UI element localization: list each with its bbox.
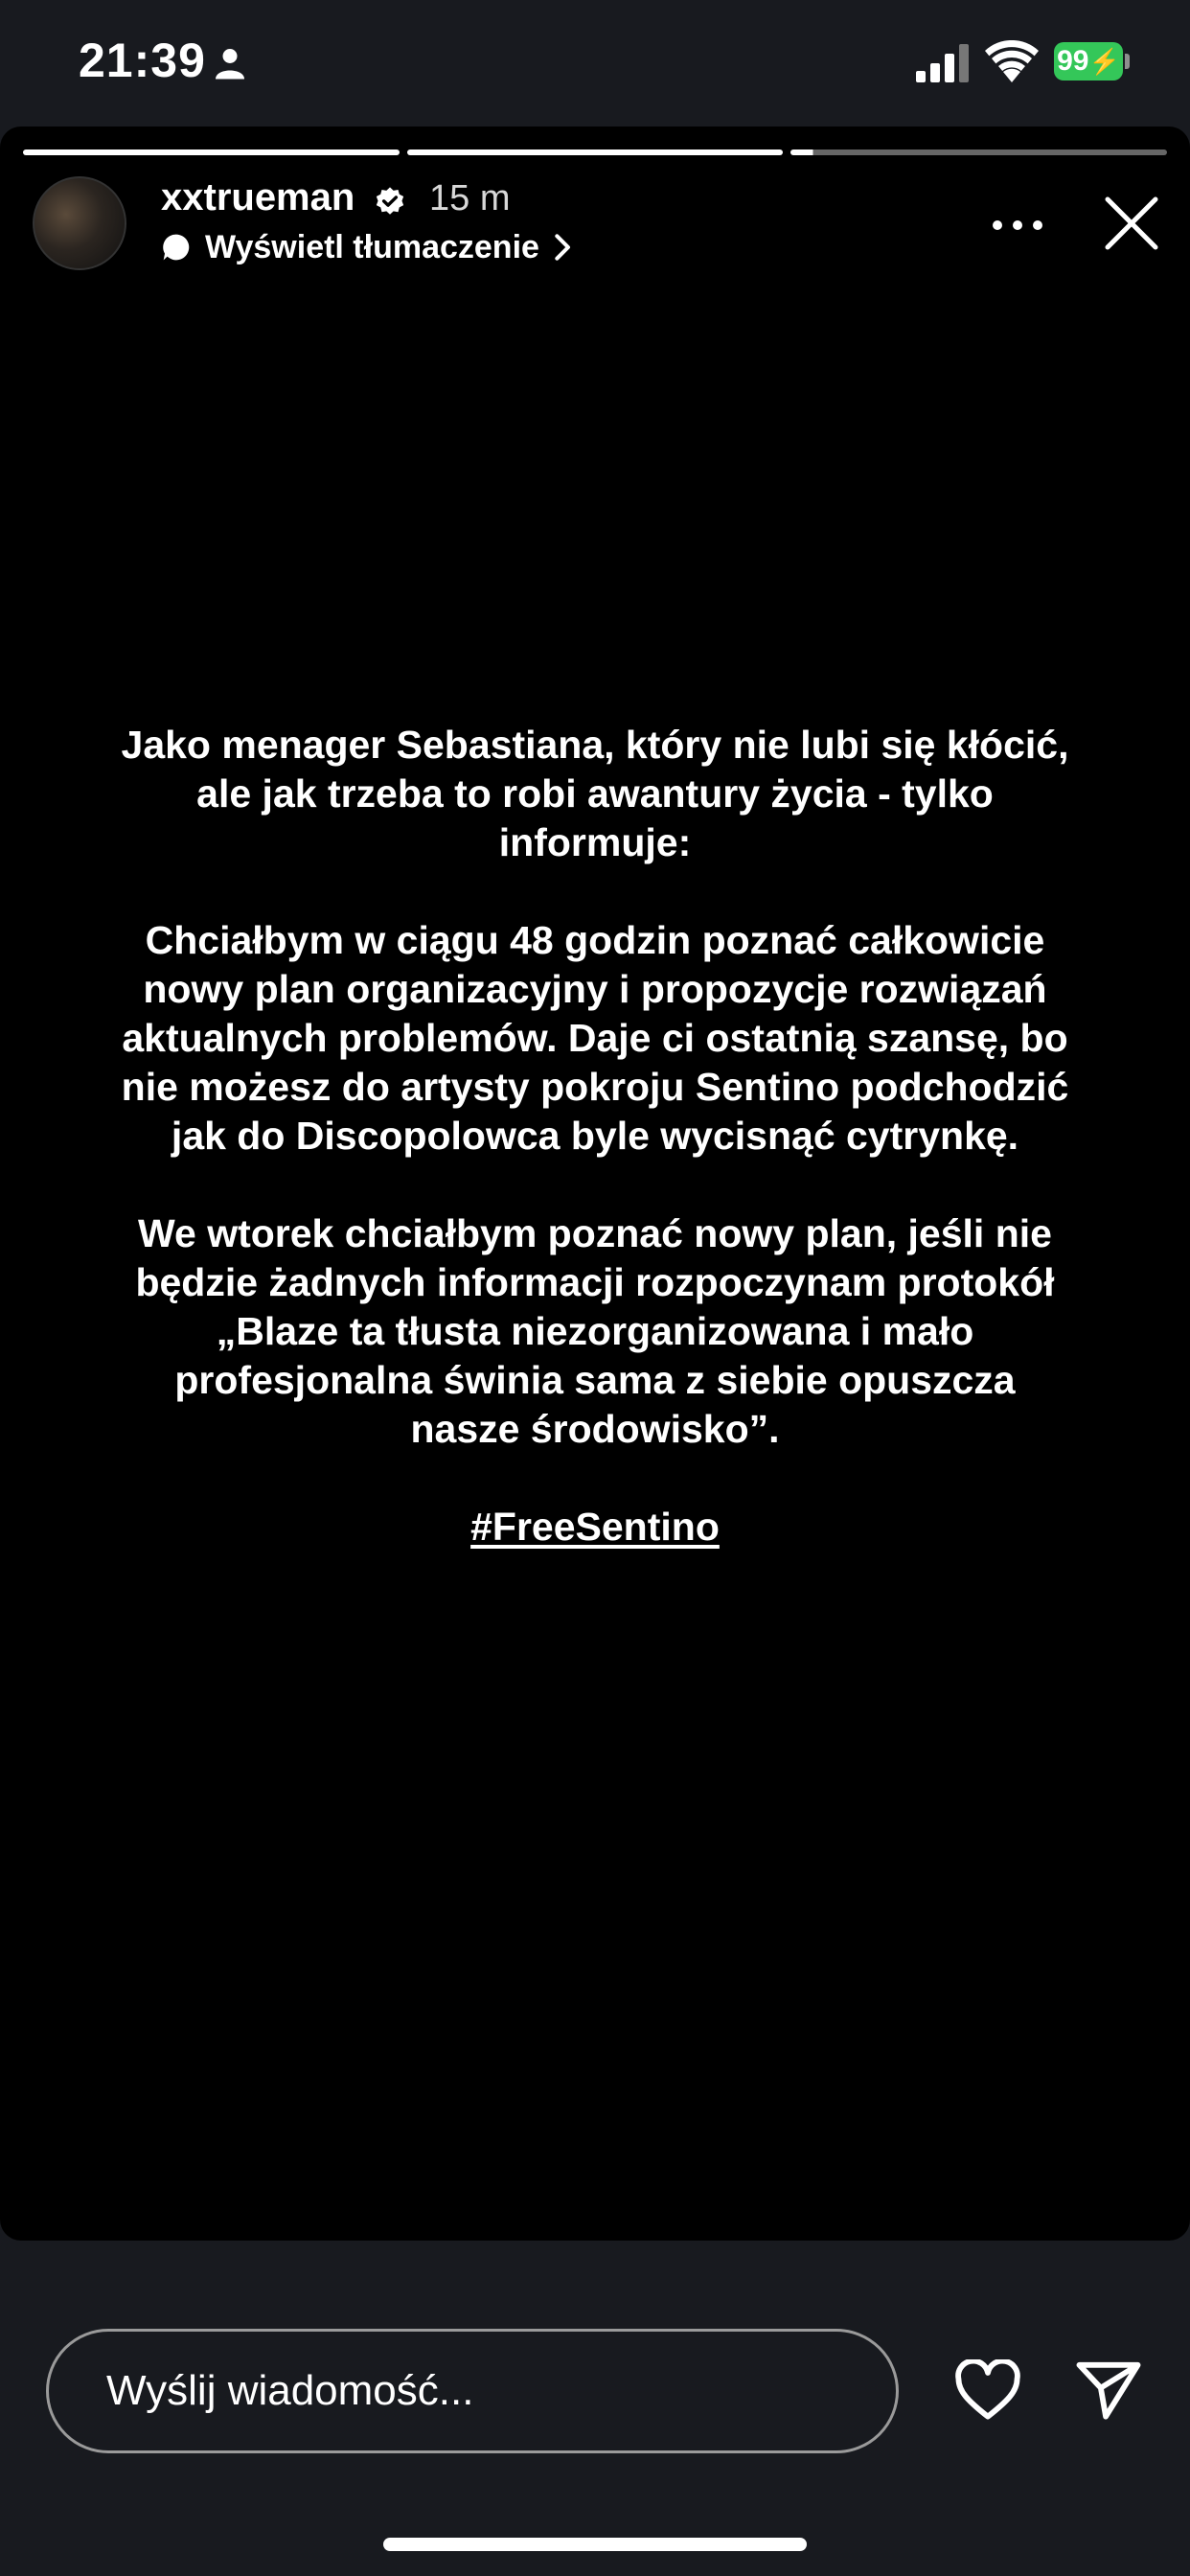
hashtag-link[interactable]: #FreeSentino: [470, 1505, 720, 1549]
username[interactable]: xxtrueman: [161, 176, 355, 218]
message-input[interactable]: [46, 2329, 899, 2453]
close-icon[interactable]: [1102, 194, 1161, 253]
wifi-icon: [985, 40, 1039, 82]
story-card[interactable]: [0, 126, 1190, 2241]
speech-bubble-icon: [161, 232, 192, 263]
home-indicator: [383, 2538, 807, 2551]
battery-cap: [1125, 54, 1130, 69]
verified-badge-icon: [374, 186, 406, 218]
battery-icon: 99 ⚡: [1054, 42, 1123, 80]
signal-icon: [916, 44, 970, 82]
story-text: [115, 721, 1075, 1600]
progress-segment: [23, 150, 400, 155]
status-bar: [0, 0, 1190, 126]
story-progress: [23, 150, 1167, 155]
story-time: 15 m: [429, 178, 511, 218]
avatar[interactable]: [33, 176, 126, 270]
progress-segment-current: [790, 150, 1167, 155]
story-paragraph: Chciałbym w ciągu 48 godzin poznać całkowicie nowy plan organizacyjny i propozycje rozwiązań aktualnych problemów. Daje ci ostatnią szansę, bo nie możesz do artysty pokroju Sentino podchodzić jak do Discopolowca byle wycisnąć cytrynkę.: [121, 918, 1069, 1158]
progress-segment: [407, 150, 784, 155]
more-options-icon[interactable]: [991, 218, 1044, 232]
battery-level: 99: [1057, 45, 1089, 77]
story-paragraph: We wtorek chciałbym poznać nowy plan, jeśli nie będzie żadnych informacji rozpoczynam protokół „Blaze ta tłusta niezorganizowana i mało profesjonalna świnia sama z siebie opuszcza nasze środowisko”.: [135, 1211, 1055, 1451]
chevron-right-icon: [553, 233, 574, 262]
status-time: 21:39: [79, 34, 206, 87]
translate-label: Wyświetl tłumaczenie: [205, 228, 539, 265]
heart-icon[interactable]: [954, 2359, 1021, 2421]
translate-link[interactable]: [161, 226, 574, 268]
story-paragraph: Jako menager Sebastiana, który nie lubi się kłócić, ale jak trzeba to robi awantury życia - tylko informuje:: [121, 723, 1069, 864]
reply-bar: [0, 2241, 1190, 2576]
person-icon: [213, 46, 247, 80]
send-icon[interactable]: [1075, 2359, 1142, 2421]
